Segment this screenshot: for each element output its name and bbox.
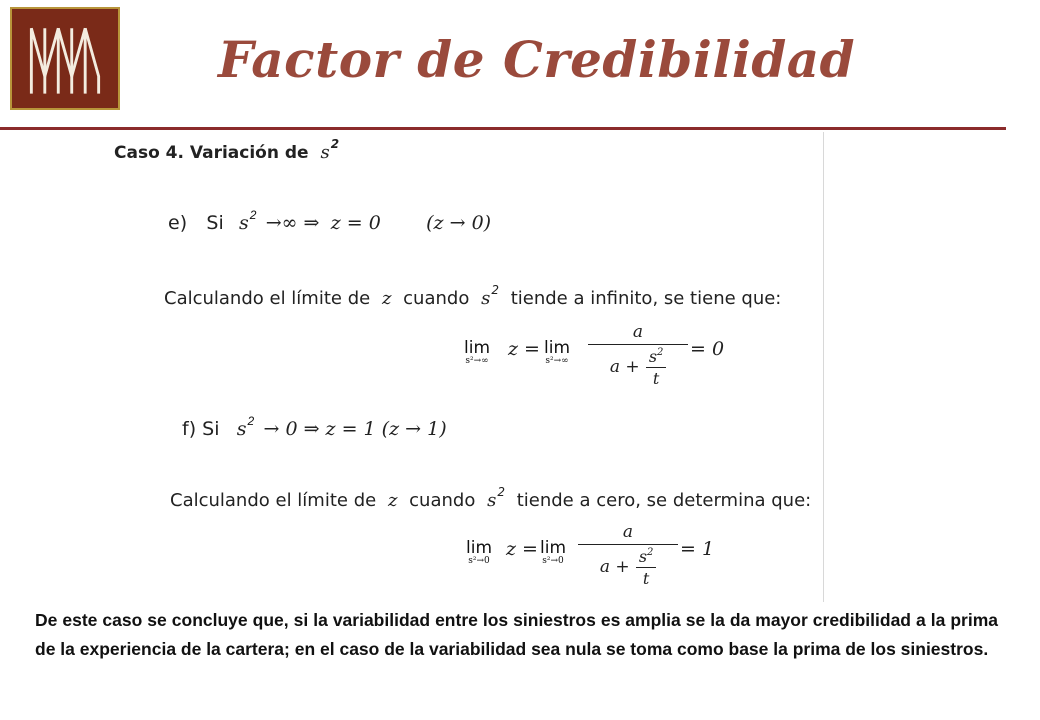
fraction-zero: a a + $\frac{s^2}{t}$ bbox=[578, 522, 678, 588]
case-var: s bbox=[320, 142, 330, 163]
equation-panel bbox=[100, 132, 824, 602]
item-f: f) Si $s^2 \to 0$ ⇒ z = 1 (z → 1) bbox=[182, 414, 447, 440]
page-title: Factor de Credibilidad bbox=[218, 30, 856, 89]
formula-infinite: lim s²→∞ z = lim s²→∞ a a + $\frac{s^2}{t}$ = 0 bbox=[464, 322, 725, 388]
formula-zero: lim s²→0 z = lim s²→0 a a + $\frac{s^2}{t}$ = 1 bbox=[466, 522, 715, 588]
logo-mark-icon bbox=[12, 9, 118, 108]
lim-right: lim s²→∞ bbox=[544, 338, 571, 366]
conclusion-paragraph: De este caso se concluye que, si la variabilidad entre los siniestros es amplia se la da mayor credibilidad a la prima de la experiencia de la cartera; en el caso de la variabilidad sea nula se toma como base la prima de los siniestros. bbox=[35, 610, 998, 659]
lim-left: lim s²→∞ bbox=[464, 338, 491, 366]
header-divider bbox=[0, 127, 1006, 130]
lim-right-zero: lim s²→0 bbox=[540, 538, 567, 566]
item-e: e) Si $s^2$ →∞ ⇒ z = 0 (z → 0) bbox=[168, 208, 492, 234]
case-heading: Caso 4. Variación de $s^2$ bbox=[114, 137, 340, 163]
calc-infinite-text: Calculando el límite de z cuando $s^2$ tiende a infinito, se tiene que: bbox=[164, 283, 782, 309]
logo bbox=[10, 7, 120, 110]
calc-zero-text: Calculando el límite de z cuando $s^2$ tiende a cero, se determina que: bbox=[170, 485, 812, 511]
fraction-infinite: a a + $\frac{s^2}{t}$ bbox=[588, 322, 688, 388]
lim-left-zero: lim s²→0 bbox=[466, 538, 493, 566]
